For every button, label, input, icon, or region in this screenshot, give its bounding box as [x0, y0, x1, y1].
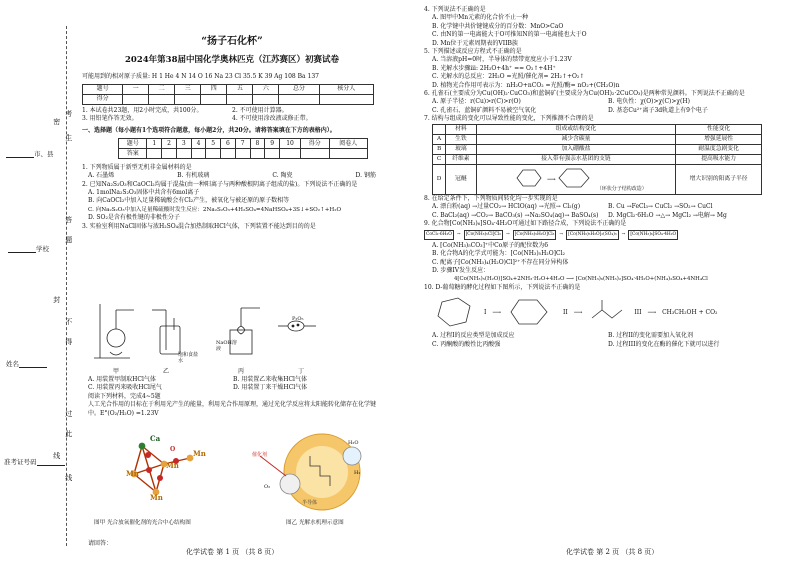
score-cell: 题号: [83, 84, 123, 94]
note: 1. 本试卷共23题，用2小时完成，共100分。: [82, 106, 203, 114]
apparatus-label: 丁: [298, 368, 305, 375]
question-7: [424, 115, 784, 194]
photolysis-label: 半导体: [302, 500, 318, 506]
warning-char: 过: [64, 410, 73, 417]
glucose-icon: [432, 294, 478, 330]
question-9: [424, 220, 784, 284]
score-table-header: [83, 84, 374, 94]
pyruvate-icon: [588, 294, 628, 330]
score-input[interactable]: [123, 94, 149, 104]
field-id[interactable]: 准考证号码: [4, 458, 65, 466]
question-3: [82, 223, 382, 231]
score-label: 得分: [83, 94, 123, 104]
option[interactable]: D. 基态Cu²⁺离子3d轨道上有9个电子: [608, 106, 708, 114]
answer-cell: 8: [250, 138, 265, 148]
option[interactable]: B. 向CaOCl₂中加入足量稀硫酸会有Cl₂产生，被氧化与被还原的原子数相等: [88, 197, 290, 205]
answer-input[interactable]: [206, 148, 221, 158]
option[interactable]: B. 光解水步骤iii: 2H₂O+4h⁺ == O₂↑+4H⁺: [432, 64, 556, 72]
score-input[interactable]: [201, 94, 227, 104]
answer-input[interactable]: [176, 148, 191, 158]
answer-input[interactable]: [235, 148, 250, 158]
apparatus-label: 丙: [238, 368, 245, 375]
atom-label-o: O: [170, 446, 176, 453]
option[interactable]: A. 图甲中Mn元素的化合价不止一种: [432, 14, 529, 22]
reading-material: 人工光合作用的目标在于利用光产生的能量，利用光合作用原理，通过光化学反应将太阳能转化储存在化学键中。E°(O₂/H₂O) =1.23V: [88, 401, 377, 417]
question-1: [82, 164, 382, 181]
answer-input[interactable]: [191, 148, 206, 158]
option[interactable]: B. 化学键中共价键键成分的百分数：MnO>CaO: [432, 22, 564, 30]
question-stem: 9. 化合物[Co(NH₃)₆]SO₄·4H₂O可通过如下路径合成，下列说法不正确的是: [424, 219, 627, 227]
warning-char: 题: [64, 236, 73, 243]
atomic-masses: 可能用到的相对原子质量: H 1 He 4 N 14 O 16 Na 23 Cl 35.5 K 39 Ag 108 Ba 137: [82, 73, 319, 81]
option[interactable]: B. 化合物A的化学式可能为：[Co(NH₃)₅H₂O]Cl₂: [432, 250, 565, 258]
note: 4. 不可使用涂改液或修正带。: [232, 114, 312, 122]
question-stem: 1. 下列物质属于新型无机非金属材料的是: [82, 163, 192, 171]
answer-cell: 阅卷人: [329, 138, 367, 148]
score-input[interactable]: [149, 94, 175, 104]
question-8: [424, 195, 784, 220]
answer-input[interactable]: [250, 148, 265, 158]
score-cell: 一: [123, 84, 149, 94]
exam-notes: [82, 107, 382, 124]
option[interactable]: B. 有机玻璃: [177, 172, 210, 180]
option[interactable]: A. [Co(NH₃)₅CO₃]⁺中Co原子的配位数为6: [432, 241, 549, 249]
option[interactable]: D. 钢筋: [355, 172, 376, 180]
apparatus-yi: [152, 310, 180, 354]
flow-node: [Co(NH₃)₅H₂O]Cl₃: [513, 230, 557, 240]
q7-row: C 纤维素 接入带有强亲水基团的支链 提高吸水能力: [433, 154, 762, 164]
answer-cell: 1: [147, 138, 162, 148]
option[interactable]: B. 过程II的变化需要加入氧化剂: [608, 332, 693, 340]
apparatus-ding: [278, 321, 316, 331]
photolysis-label: H₂: [354, 470, 361, 476]
answer-cell: 10: [280, 138, 301, 148]
answer-cell: 得分: [301, 138, 329, 148]
apparatus-label: 甲: [113, 368, 120, 375]
warning-char: 不: [64, 318, 73, 325]
answer-table: [118, 138, 368, 159]
option[interactable]: C. 用装置丙来吸收HCl尾气: [88, 384, 162, 392]
apparatus-note: 饱和食盐水: [178, 352, 199, 365]
score-cell: 四: [201, 84, 227, 94]
crown-ether-cell: ⟶ （环状分子结构改造）: [476, 164, 676, 194]
warning-char: 线: [64, 474, 73, 481]
photolysis-label: O₂: [264, 484, 271, 490]
score-table-row: [83, 94, 374, 104]
answer-input[interactable]: [265, 148, 280, 158]
question-5: [424, 48, 784, 90]
atom-label-mn: Mn: [126, 469, 139, 478]
answer-cell: 4: [191, 138, 206, 148]
equation: 4[Co(NH₃)₅(H₂O)]SO₄+2NH₃·H₂O+4H₂O ⟶ [Co(NH₃)₆(NH₃)₂]SO₄·4H₂O+(NH₄)₂SO₄+4NH₄Cl: [454, 276, 708, 283]
q10-scheme: I ⟶ II ⟶ III ⟶ CH₃CH₂OH + CO₂: [424, 292, 784, 332]
option[interactable]: C. 向Na₂S₂O₃中加入足量稀硫酸时发生反应：2Na₂S₂O₃+4H₂SO₄=4NaHSO₄+3S↓+SO₂↑+H₂O: [88, 206, 342, 213]
seal-char-1: 密: [52, 118, 61, 125]
score-input[interactable]: [319, 94, 373, 104]
score-cell: 核分人: [319, 84, 373, 94]
q9-flow: CoCl₂·6H₂O → [Co(NH₃)₅Cl]Cl₂ → [Co(NH₃)₅H₂O]Cl₃ → [Co(NH₃)₅H₂O]₂(SO₄)₃ → [Co(NH₃)₆]SO₄·4H₂O: [424, 230, 784, 240]
score-cell: 五: [227, 84, 253, 94]
score-input[interactable]: [253, 94, 279, 104]
question-3-options: [88, 376, 378, 418]
answer-hint: 请回答：: [88, 540, 113, 547]
option[interactable]: D. Mn位于元素周期表的VIIB族: [432, 39, 518, 47]
question-stem: 5. 下列描述或反应方程式不正确的是: [424, 48, 522, 56]
answer-cell: 题号: [119, 138, 147, 148]
warning-char: 答: [64, 216, 73, 223]
option[interactable]: B. Cu →FeCl₃→ CuCl₂ →SO₂→ CuCl: [608, 203, 713, 211]
apparatus-note: P₂O₅: [292, 316, 304, 322]
warning-char: 此: [64, 430, 73, 437]
warning-char: 得: [64, 338, 73, 345]
option[interactable]: C. BaCl₂(aq) →CO₂→ BaCO₃(s) →Na₂SO₄(aq)→ BaSO₄(s): [432, 211, 599, 219]
atom-label-mn: Mn: [150, 493, 163, 502]
photolysis-label: 催化剂: [252, 452, 268, 458]
score-cell: 六: [253, 84, 279, 94]
option[interactable]: A. 当溶液pH=0时，半导体的禁带宽度应小于1.23V: [432, 56, 572, 64]
step-label: II: [562, 308, 568, 316]
q7-table: [432, 124, 762, 195]
question-2: [82, 181, 382, 223]
q7-row: B 玻璃 加入硼酸盐 耐温度急剧变化: [433, 144, 762, 154]
flow-node: CoCl₂·6H₂O: [424, 230, 454, 240]
svg-text:⟶: ⟶: [547, 176, 556, 184]
option[interactable]: D. SO₂是含有极性键的非极性分子: [88, 214, 180, 222]
answer-input[interactable]: [301, 148, 329, 158]
atom-label-mn: Mn: [193, 449, 206, 458]
option[interactable]: C. 孔雀石、蓝铜矿颜料不易被空气氧化: [432, 106, 537, 114]
warning-char: 考: [64, 110, 73, 117]
option[interactable]: C. 陶瓷: [272, 172, 293, 180]
option[interactable]: D. 过程III的变化在酶的催化下就可以进行: [608, 340, 720, 348]
option[interactable]: A. 过程I的反应类型是加成反应: [432, 332, 515, 340]
flow-node: [Co(NH₃)₅H₂O]₂(SO₄)₃: [566, 230, 619, 240]
option[interactable]: A. 原子半径：r(Cu)>r(C)>r(O): [432, 98, 521, 106]
exam-subtitle: 2024年第38届中国化学奥林匹克（江苏赛区）初赛试卷: [125, 54, 339, 65]
product: CH₃CH₂OH + CO₂: [662, 308, 718, 316]
answer-cell: 7: [235, 138, 250, 148]
option[interactable]: B. 电负性：χ(O)>χ(C)>χ(H): [608, 98, 690, 106]
seal-char-2: 封: [52, 296, 61, 303]
flow-node: [Co(NH₃)₅Cl]Cl₂: [464, 230, 503, 240]
answer-input[interactable]: [221, 148, 236, 158]
answer-cell: 2: [162, 138, 177, 148]
apparatus-jia: [94, 304, 134, 358]
warning-char: 生: [64, 134, 73, 141]
crown-ether-icon: [505, 166, 595, 190]
field-region[interactable]: 市、县: [6, 150, 54, 158]
option[interactable]: A. 用装置甲制取HCl气体: [88, 376, 156, 383]
option[interactable]: A. 石墨烯: [88, 172, 115, 180]
question-4: [424, 6, 784, 48]
answer-cell: 3: [176, 138, 191, 148]
question-stem: 6. 孔雀石(主要成分为Cu(OH)₂·CuCO₃)和蓝铜矿(主要成分为Cu(OH)₂·2CuCO₃)是两种常见颜料。下列说法不正确的是: [424, 90, 745, 98]
intermediate-icon: [507, 294, 557, 330]
section1-heading: 一、选择题（每小题有1个选项符合题意，每小题2分，共20分。请将答案填在下方的表格内）。: [82, 127, 336, 135]
reading-intro: 阅读下列材料，完成4~5题: [88, 392, 161, 400]
option[interactable]: C. 由N的第一电离能大于O可推知N的第一电离能也大于O: [432, 31, 587, 39]
option[interactable]: A. 1molNa₂S₂O₃固体中共含有6mol离子: [88, 188, 200, 196]
flow-node: [Co(NH₃)₆]SO₄·4H₂O: [628, 230, 678, 240]
answer-input[interactable]: [147, 148, 162, 158]
score-input[interactable]: [227, 94, 253, 104]
option[interactable]: C. 光解水的总反应：2H₂O =光照/催化剂= 2H₂↑+O₂↑: [432, 73, 585, 81]
question-stem: 4. 下列说法不正确的是: [424, 6, 486, 13]
score-input[interactable]: [279, 94, 319, 104]
option[interactable]: A. 漂白粉(aq) →过量CO₂→ HClO(aq) →光照→ Cl₂(g): [432, 203, 581, 211]
option[interactable]: D. MgCl₂·6H₂O →△→ MgCl₂ →电解→ Mg: [608, 211, 727, 219]
score-table: [82, 84, 374, 105]
question-stem: 2. 已知Na₂S₂O₃和CaOCl₂均属于混盐(由一种阳离子与两种酸根阴离子组成的盐)。下列说法不正确的是: [82, 180, 358, 188]
step-label: I: [484, 308, 487, 316]
page-right: [424, 6, 784, 558]
question-stem: 10. D-葡萄糖的酵化过程如下图所示，下列说法不正确的是: [424, 283, 581, 291]
answer-input[interactable]: [162, 148, 177, 158]
answer-cell: 5: [206, 138, 221, 148]
exam-title: “扬子石化杯”: [201, 36, 263, 47]
seal-char-3: 线: [52, 452, 61, 459]
option[interactable]: C. 配离子[Co(NH₃)₄(H₂O)Cl]²⁺不存在同分异构体: [432, 258, 569, 266]
atom-label-ca: Ca: [150, 434, 161, 443]
step-label: III: [634, 308, 642, 316]
score-cell: 总分: [279, 84, 319, 94]
q7-header: 材料 组成或结构变化 性能变化: [433, 124, 762, 134]
apparatus-figure: [90, 296, 320, 368]
question-10: [424, 284, 784, 349]
option[interactable]: B. 用装置乙来收集HCl气体: [233, 376, 307, 383]
question-stem: 8. 在给定条件下，下列物质间转化均一步实现的是: [424, 194, 558, 202]
score-cell: 三: [175, 84, 201, 94]
atom-label-mn: Mn: [166, 461, 179, 470]
page-footer-right: 化学试卷 第 2 页 （共 8 页）: [566, 548, 659, 556]
answer-cell: 6: [221, 138, 236, 148]
answer-input[interactable]: [280, 148, 301, 158]
photolysis-label: H₂O: [348, 440, 359, 446]
question-6: [424, 90, 784, 115]
question-stem: 7. 结构与组成的变化可以导致性能的变化，下列推测不合理的是: [424, 115, 594, 123]
option[interactable]: C. 丙酮酸的酸性比丙酸强: [432, 340, 501, 348]
apparatus-label: 乙: [163, 368, 170, 375]
q7-row: D 冠醚 ⟶ （环状分子结构改造） 增大识别的阳离子半径: [433, 164, 762, 194]
note: 2. 不可使用计算器。: [232, 106, 288, 114]
score-input[interactable]: [175, 94, 201, 104]
figure-right-caption: 图乙 光解水机理示意图: [286, 520, 344, 526]
score-cell: 二: [149, 84, 175, 94]
page-footer-left: 化学试卷 第 1 页 （共 8 页）: [186, 548, 279, 556]
field-school[interactable]: 学校: [8, 245, 49, 253]
option[interactable]: D. 植物光合作用可表示为：nH₂O+nCO₂ =光照/酶= nO₂+(CH₂O)n: [432, 81, 620, 89]
answer-label: 答案: [119, 148, 147, 158]
question-stem: 3. 实验室利用NaCl固体与浓H₂SO₄混合加热制取HCl气体，下列装置不能达到目的的是: [82, 222, 316, 230]
figure-left-caption: 图甲 光合放氧催化剂的光合中心结构图: [94, 520, 191, 526]
option[interactable]: D. 用装置丁来干燥HCl气体: [233, 384, 308, 392]
q7-row: A 生铁 减少含碳量 增强延展性: [433, 134, 762, 144]
apparatus-note: NaOH溶液: [216, 340, 237, 353]
note: 3. 用铅笔作答无效。: [82, 114, 138, 122]
field-name[interactable]: 姓名: [6, 360, 47, 368]
answer-input[interactable]: [329, 148, 367, 158]
answer-cell: 9: [265, 138, 280, 148]
option[interactable]: D. 步骤IV发生反应：: [432, 267, 490, 275]
binding-dashed-line: [66, 26, 67, 546]
